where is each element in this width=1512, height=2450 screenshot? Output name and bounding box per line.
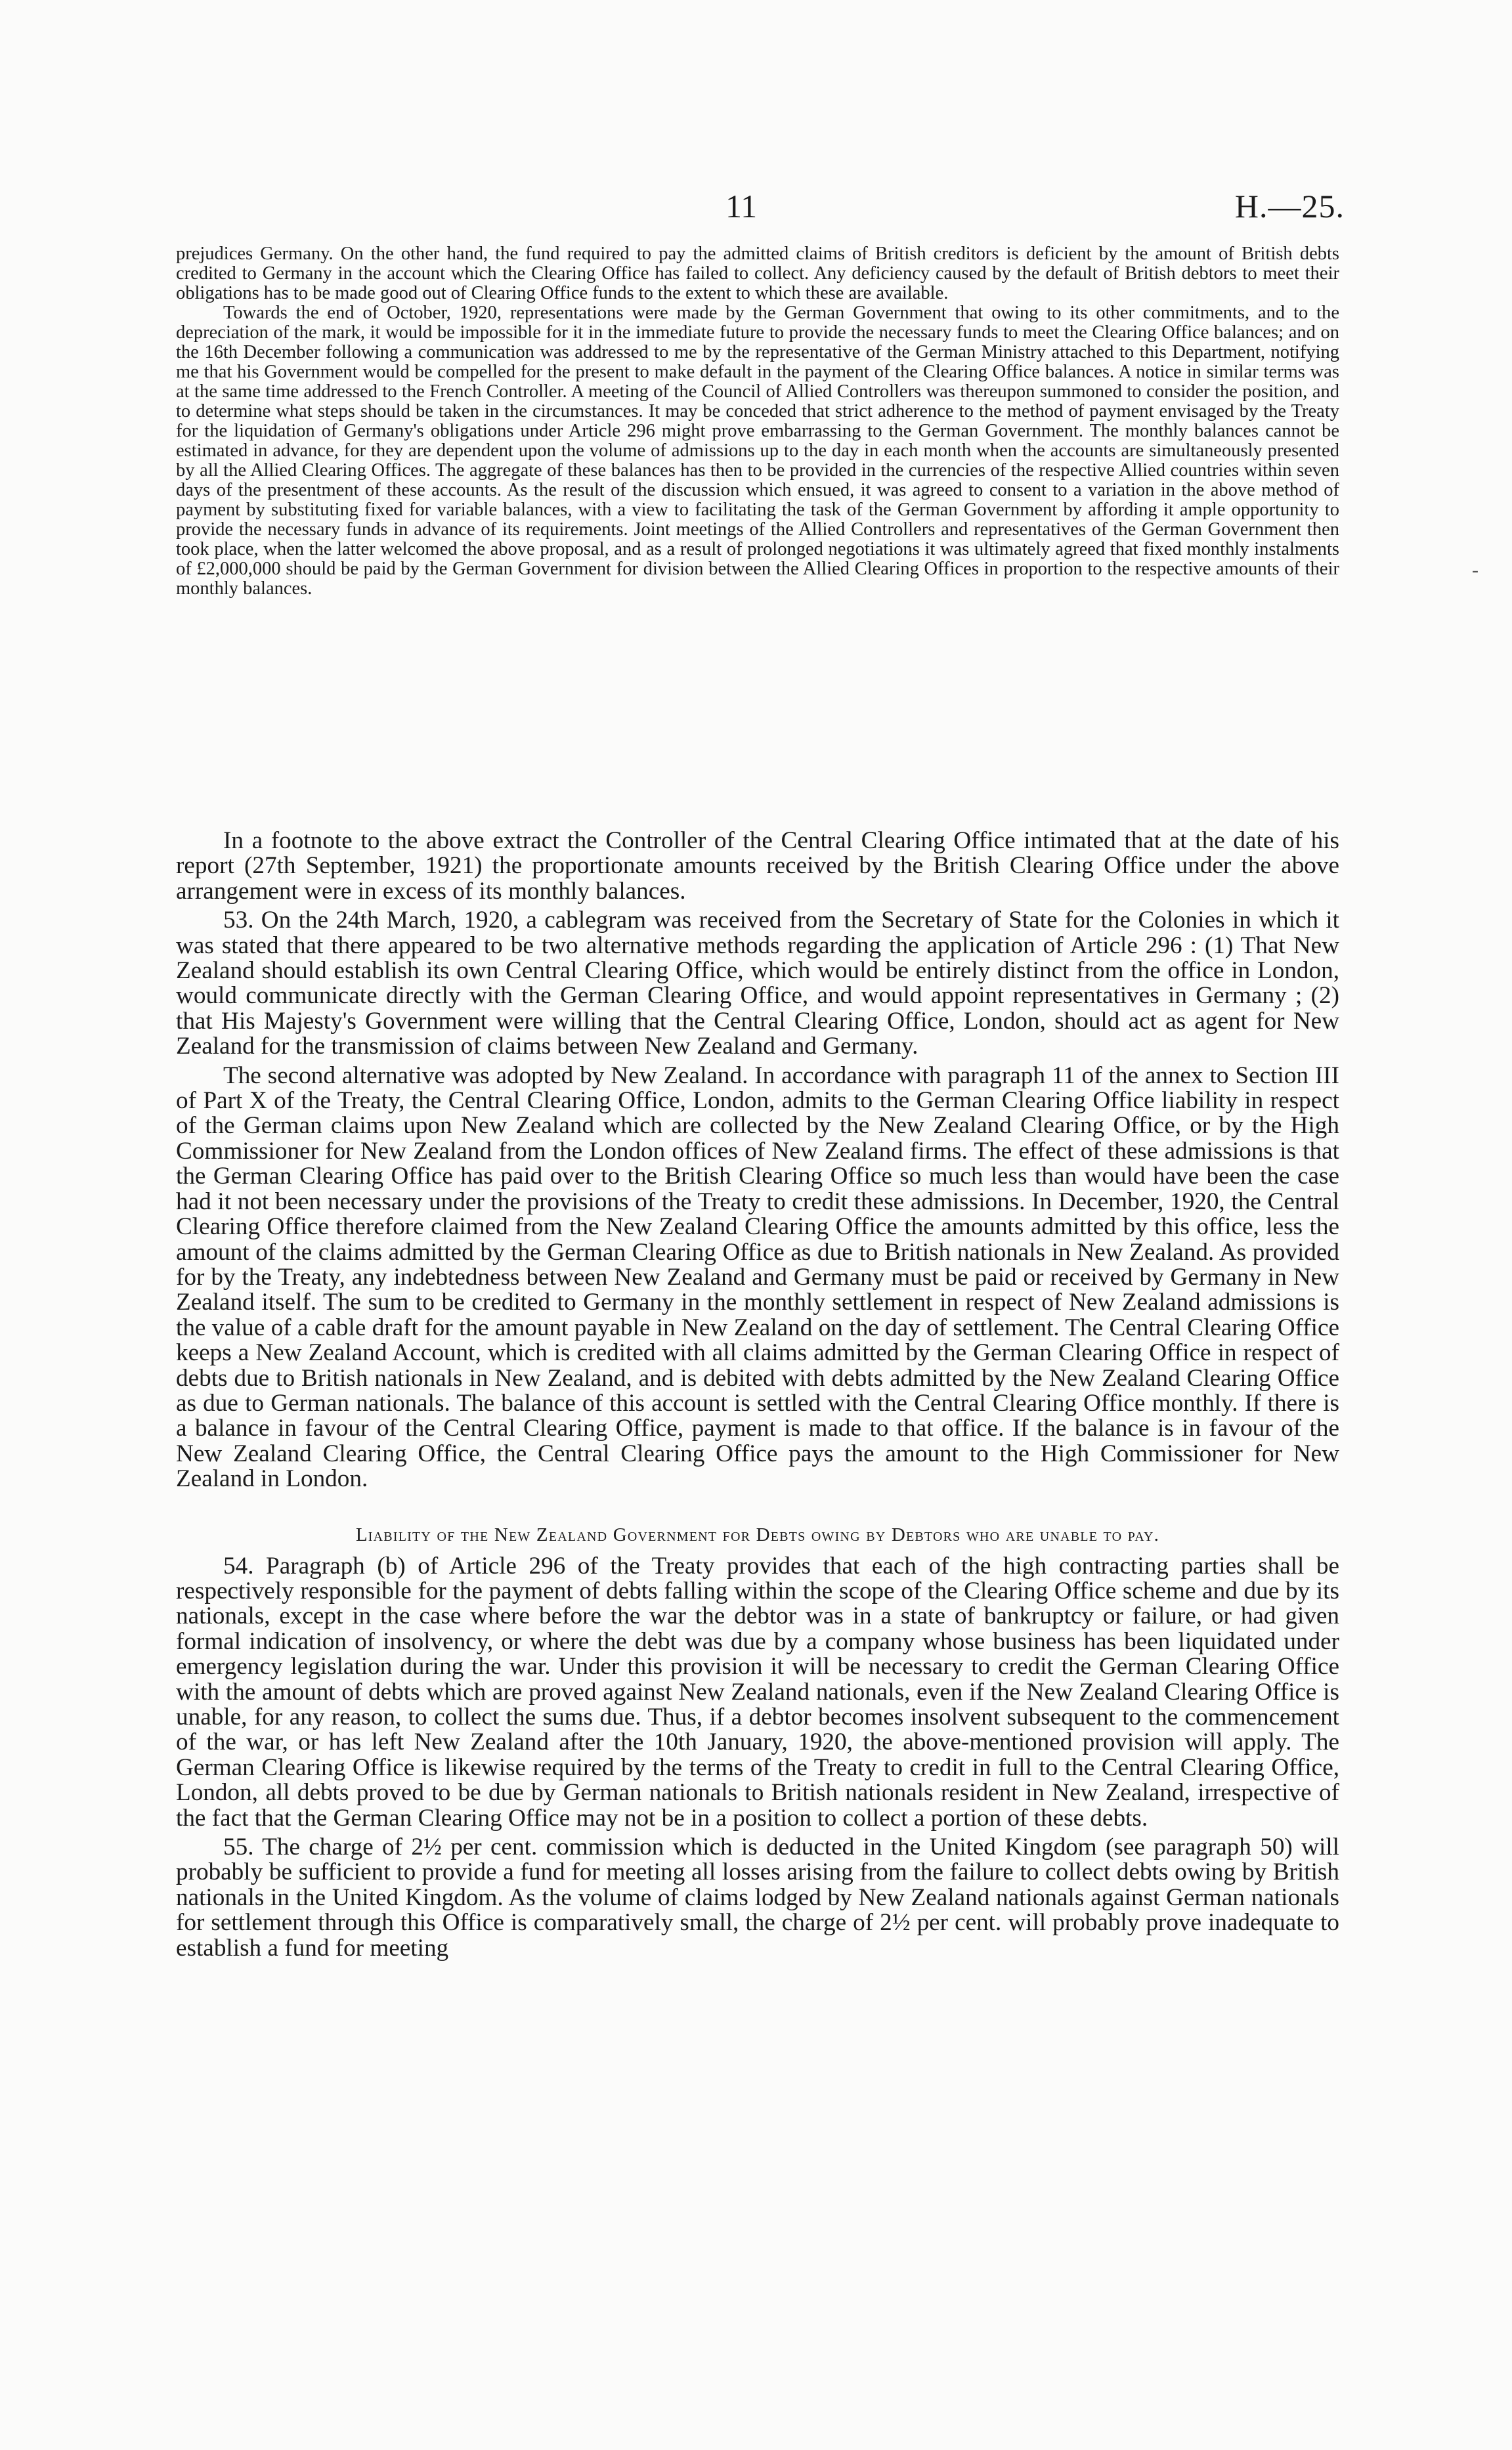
extract-paragraph: Towards the end of October, 1920, representations were made by the German Government that owing to its other commitments, and to the depreciation of the mark, it would be impossible for it in the immediate future to provide the necessary funds to meet the Clearing Office balances; and on the 16th December following a communication was addressed to me by the representative of the German Ministry attached to this Department, notifying me that his Government would be compelled for the present to make default in the payment of the Clearing Office balances. A notice in similar terms was at the same time addressed to the French Controller. A meeting of the Council of Allied Controllers was thereupon summoned to consider the position, and to determine what steps should be taken in the circumstances. It may be conceded that strict adherence to the method of payment envisaged by the Treaty for the liquidation of Germany's obligations under Article 296 might prove embarrassing to the German Government. The monthly balances cannot be estimated in advance, for they are dependent upon the volume of admissions up to the day in each month when the accounts are simultaneously presented by all the Allied Clearing Offices. The aggregate of these balances has then to be provided in the currencies of the respective Allied countries within seven days of the presentment of these accounts. As the result of the discussion which ensued, it was agreed to consent to a variation in the above method of payment by substituting fixed for variable balances, with a view to facilitating the task of the German Government by affording it ample opportunity to provide the necessary funds in advance of its requirements. Joint meetings of the Allied Controllers and representatives of the German Government then took place, when the latter welcomed the above proposal, and as a result of prolonged negotiations it was ultimately agreed that fixed monthly instalments of £2,000,000 should be paid by the German Government for division between the Allied Clearing Offices in proportion to the respective amounts of their monthly balances.: [176, 303, 1339, 599]
section-heading: Liability of the New Zealand Government for Debts owing by Debtors who are unable to pay.: [355, 1524, 1160, 1545]
margin-mark: -: [1472, 559, 1479, 581]
quoted-extract: [176, 244, 1339, 599]
body-paragraph-55: 55. The charge of 2½ per cent. commission which is deducted in the United Kingdom (see paragraph 50) will probably be sufficient to provide a fund for meeting all losses arising from the failure to collect debts owing by British nationals in the United Kingdom. As the volume of claims lodged by New Zealand nationals against German nationals for settlement through this Office is comparatively small, the charge of 2½ per cent. will probably prove inadequate to establish a fund for meeting: [176, 1834, 1339, 1962]
document-reference: H.—25.: [1234, 188, 1345, 225]
body-paragraph: The second alternative was adopted by New Zealand. In accordance with paragraph 11 of the annex to Section III of Part X of the Treaty, the Central Clearing Office, London, admits to the German Clearing Office liability in respect of the German claims upon New Zealand which are collected by the New Zealand Clearing Office, or by the High Commissioner for New Zealand from the London offices of New Zealand firms. The effect of these admissions is that the German Clearing Office has paid over to the British Clearing Office so much less than would have been the case had it not been necessary under the provisions of the Treaty to credit these admissions. In December, 1920, the Central Clearing Office therefore claimed from the New Zealand Clearing Office the amounts admitted by this office, less the amount of the claims admitted by the German Clearing Office as due to British nationals in New Zealand. As provided for by the Treaty, any indebtedness between New Zealand and Germany must be paid or received by Germany in New Zealand itself. The sum to be credited to Germany in the monthly settlement in respect of New Zealand admissions is the value of a cable draft for the amount payable in New Zealand on the day of settlement. The Central Clearing Office keeps a New Zealand Account, which is credited with all claims admitted by the German Clearing Office in respect of debts due to British nationals in New Zealand, and is debited with debts admitted by the New Zealand Clearing Office as due to German nationals. The balance of this account is settled with the Central Clearing Office monthly. If there is a balance in favour of the Central Clearing Office, payment is made to that office. If the balance is in favour of the New Zealand Clearing Office, the Central Clearing Office pays the amount to the High Commissioner for New Zealand in London.: [176, 1062, 1339, 1493]
body-paragraph: In a footnote to the above extract the Controller of the Central Clearing Office intimated that at the date of his report (27th September, 1921) the proportionate amounts received by the British Clearing Office under the above arrangement were in excess of its monthly balances.: [176, 827, 1339, 905]
page-number: 11: [725, 188, 758, 225]
page-header: [0, 187, 1512, 226]
body-paragraph-53: 53. On the 24th March, 1920, a cablegram was received from the Secretary of State for the Colonies in which it was stated that there appeared to be two alternative methods regarding the application of Article 296 : (1) That New Zealand should establish its own Central Clearing Office, which would be entirely distinct from the office in London, would communicate directly with the German Clearing Office, and would appoint representatives in Germany ; (2) that His Majesty's Government were willing that the Central Clearing Office, London, should act as agent for New Zealand for the transmission of claims between New Zealand and Germany.: [176, 907, 1339, 1060]
extract-paragraph: prejudices Germany. On the other hand, the fund required to pay the admitted claims of British creditors is deficient by the amount of British debts credited to Germany in the account which the Clearing Office has failed to collect. Any deficiency caused by the default of British debtors to meet their obligations has to be made good out of Clearing Office funds to the extent to which these are available.: [176, 244, 1339, 303]
body-paragraph-54: 54. Paragraph (b) of Article 296 of the Treaty provides that each of the high contracting parties shall be respectively responsible for the payment of debts falling within the scope of the Clearing Office scheme and due by its nationals, except in the case where before the war the debtor was in a state of bankruptcy or failure, or had given formal indication of insolvency, or where the debt was due by a company whose business has been liquidated under emergency legislation during the war. Under this provision it will be necessary to credit the German Clearing Office with the amount of debts which are proved against New Zealand nationals, even if the New Zealand Clearing Office is unable, for any reason, to collect the sums due. Thus, if a debtor becomes insolvent subsequent to the commencement of the war, or has left New Zealand after the 10th January, 1920, the above-mentioned provision will apply. The German Clearing Office is likewise required by the terms of the Treaty to credit in full to the Central Clearing Office, London, all debts proved to be due by German nationals to British nationals resident in New Zealand, irrespective of the fact that the German Clearing Office may not be in a position to collect a portion of these debts.: [176, 1552, 1339, 1832]
body-text: [176, 828, 1339, 1965]
